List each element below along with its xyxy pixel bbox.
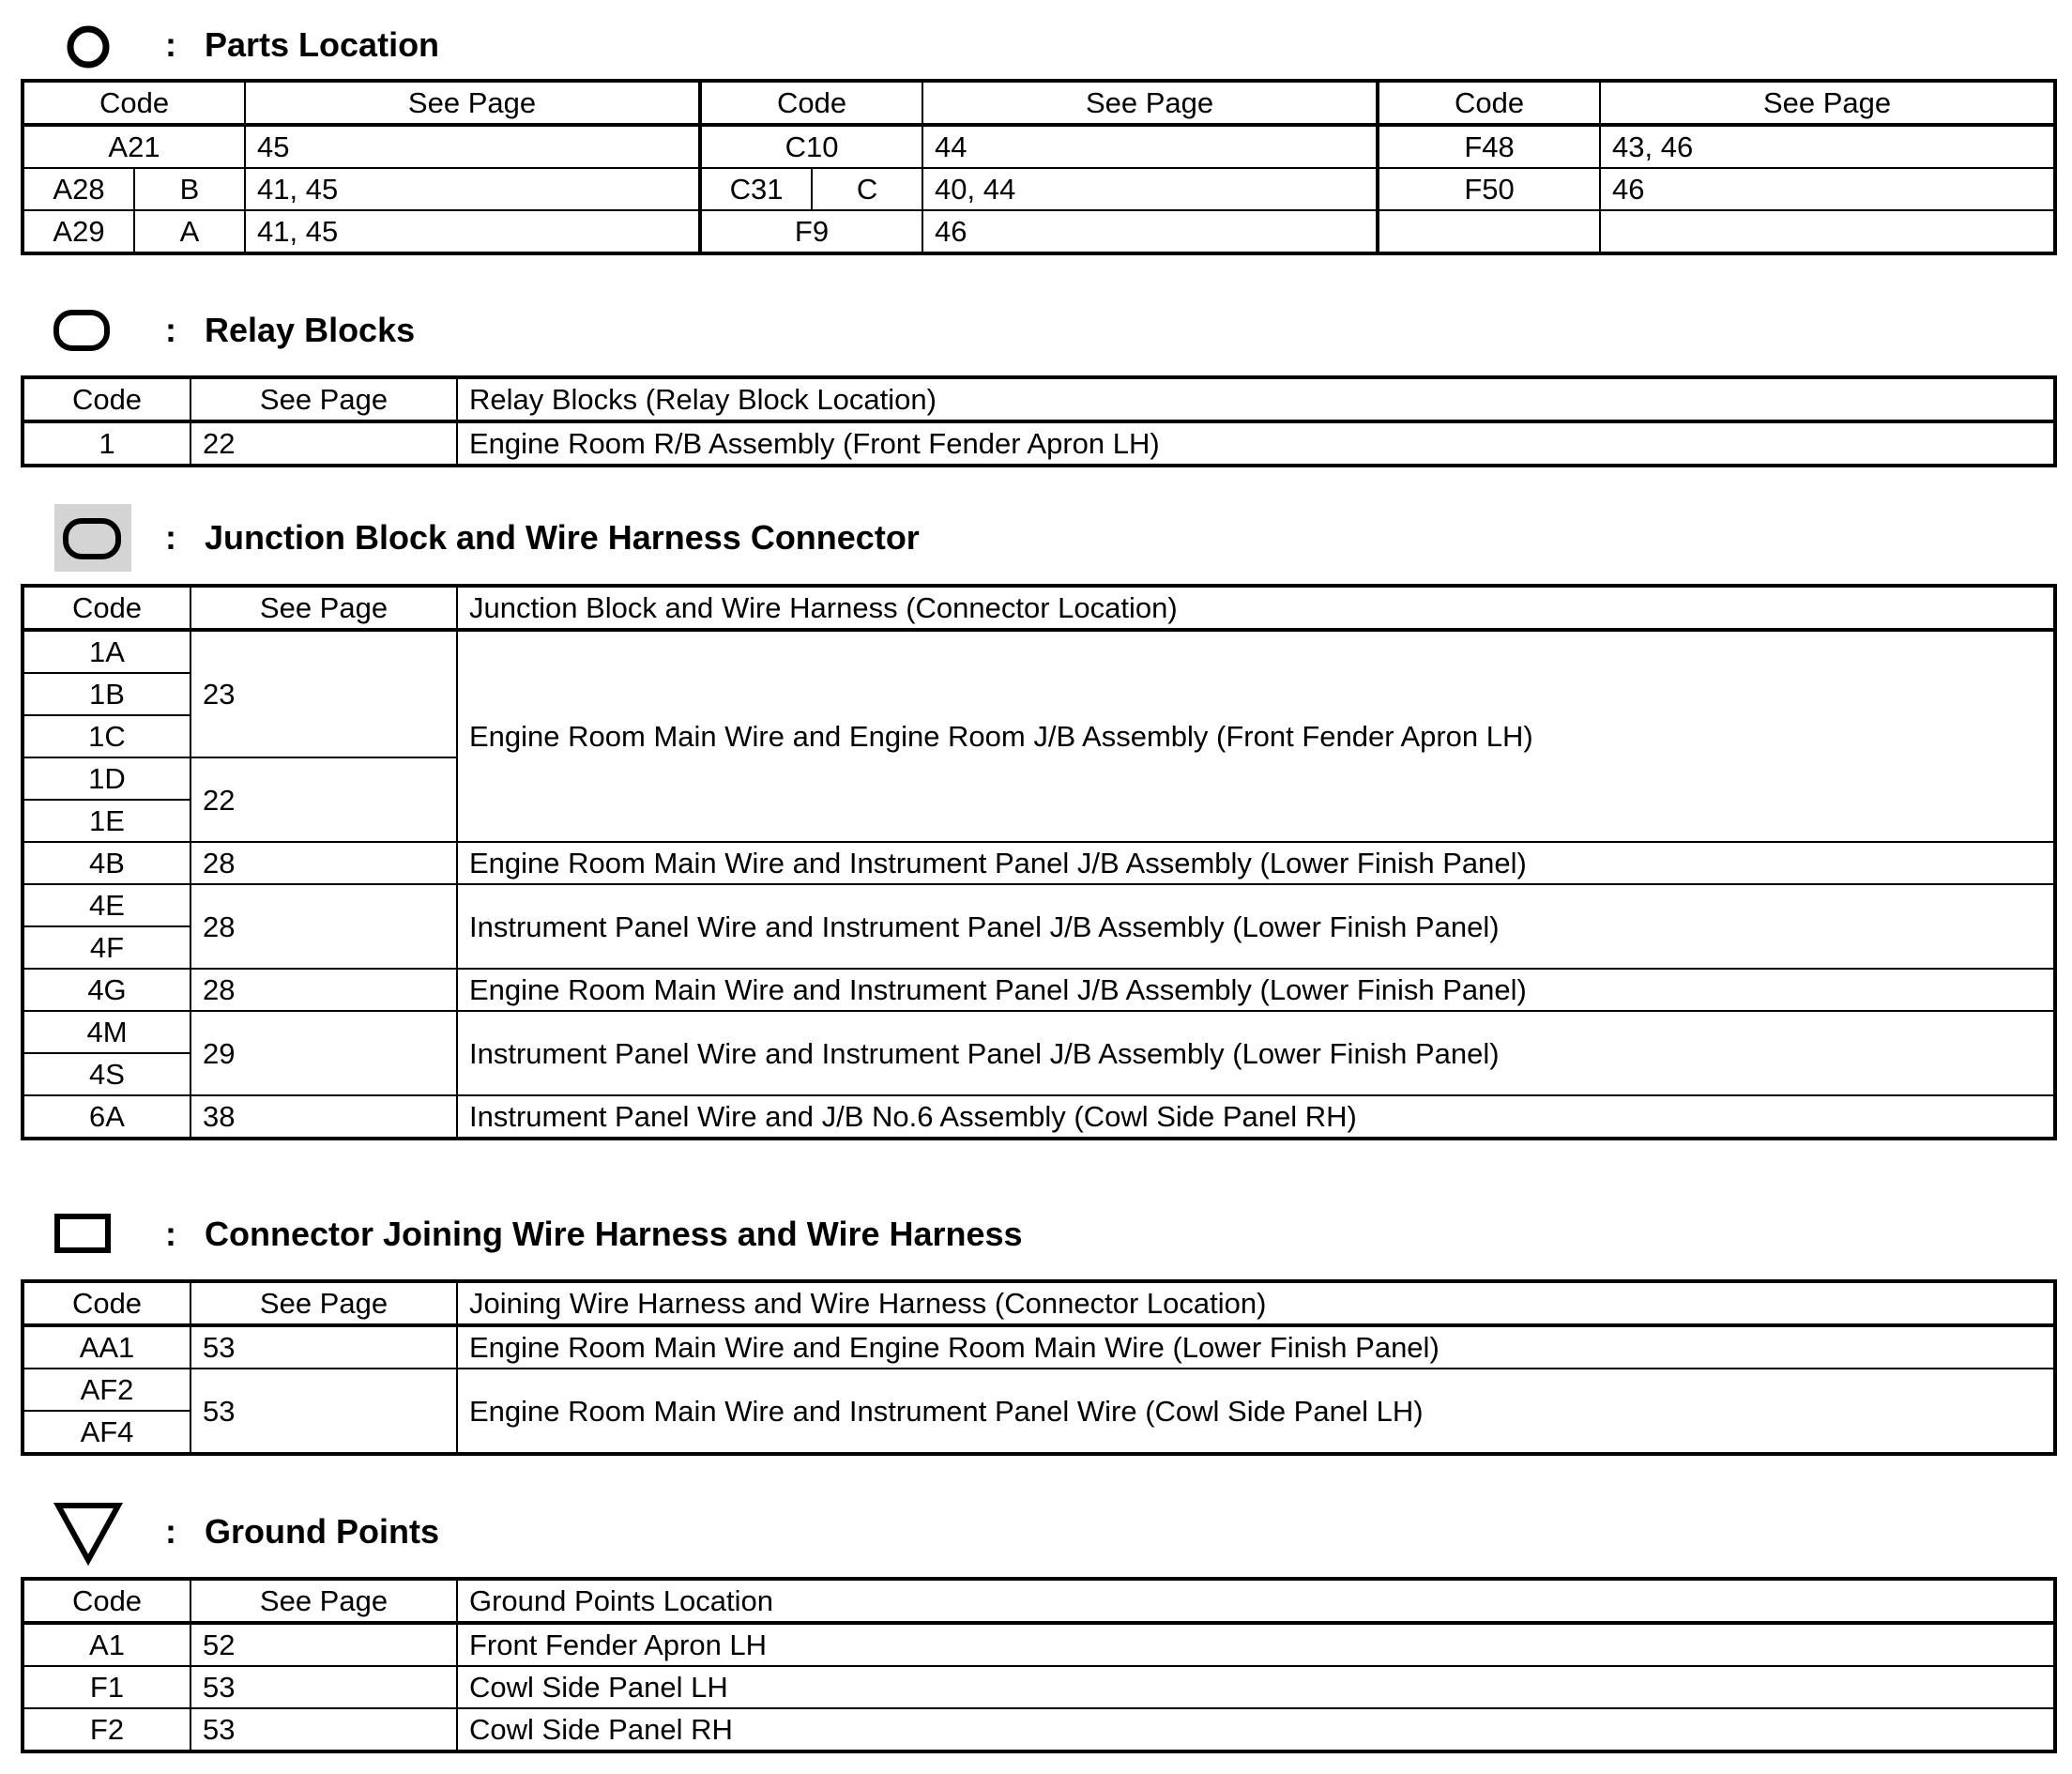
column-header: See Page [1600, 81, 2055, 125]
code-cell: 4F [23, 926, 190, 969]
section-title: Junction Block and Wire Harness Connector [205, 518, 920, 557]
code-cell: 6A [23, 1095, 190, 1139]
code-cell: 1A [23, 630, 190, 673]
section-title: Relay Blocks [205, 311, 416, 349]
column-header: Joining Wire Harness and Wire Harness (Connector Location) [457, 1281, 2055, 1325]
code-cell: F48 [1378, 125, 1600, 168]
connector-joining-header [0, 1201, 1314, 1268]
rectangle-icon [53, 1201, 131, 1268]
table-header-row [23, 81, 2055, 125]
column-header: See Page [922, 81, 1378, 125]
table-row [23, 168, 2055, 210]
section-colon: : [165, 311, 176, 349]
ground-points-table [21, 1577, 2057, 1753]
column-header: Code [23, 1579, 190, 1623]
circle-icon [53, 11, 131, 79]
page-cell: 40, 44 [922, 168, 1378, 210]
page-cell: 45 [245, 125, 700, 168]
code-cell: F1 [23, 1666, 190, 1708]
table-row [23, 884, 2055, 926]
code-cell: AF2 [23, 1369, 190, 1411]
relay-blocks-table [21, 375, 2057, 467]
rounded-rect-icon [53, 297, 131, 364]
parts-location-table [21, 79, 2057, 255]
section-title: Ground Points [205, 1512, 439, 1551]
column-header: Junction Block and Wire Harness (Connector Location) [457, 586, 2055, 630]
table-header-row [23, 377, 2055, 421]
page-cell: 28 [190, 969, 457, 1011]
page-cell: 41, 45 [245, 210, 700, 253]
code-cell: A28 [23, 168, 134, 210]
table-row [23, 1095, 2055, 1139]
location-cell: Engine Room R/B Assembly (Front Fender Apron LH) [457, 421, 2055, 466]
location-cell: Instrument Panel Wire and Instrument Panel J/B Assembly (Lower Finish Panel) [457, 1011, 2055, 1095]
page-cell: 28 [190, 884, 457, 969]
page-cell: 53 [190, 1666, 457, 1708]
code-cell: 1E [23, 800, 190, 842]
page-cell: 38 [190, 1095, 457, 1139]
parts-location-header [0, 11, 1314, 79]
page-cell: 53 [190, 1325, 457, 1369]
page-cell: 43, 46 [1600, 125, 2055, 168]
column-header: See Page [245, 81, 700, 125]
table-row [23, 1011, 2055, 1053]
column-header: Code [23, 1281, 190, 1325]
location-cell: Cowl Side Panel RH [457, 1708, 2055, 1751]
column-header: See Page [190, 586, 457, 630]
section-colon: : [165, 1512, 176, 1551]
section-colon: : [165, 518, 176, 557]
column-header: Code [700, 81, 922, 125]
column-header: See Page [190, 1579, 457, 1623]
junction-block-table [21, 584, 2057, 1140]
table-row [23, 842, 2055, 884]
code-cell: F9 [700, 210, 922, 253]
column-header: Relay Blocks (Relay Block Location) [457, 377, 2055, 421]
code-cell: A29 [23, 210, 134, 253]
section-colon: : [165, 1215, 176, 1253]
page-cell: 46 [922, 210, 1378, 253]
table-row [23, 969, 2055, 1011]
table-row [23, 210, 2055, 253]
code-cell: 1C [23, 715, 190, 757]
table-row [23, 1708, 2055, 1751]
column-header: See Page [190, 1281, 457, 1325]
code-cell: 4S [23, 1053, 190, 1095]
code-cell: 1B [23, 673, 190, 715]
relay-blocks-header [0, 297, 1314, 364]
location-cell: Instrument Panel Wire and J/B No.6 Assembly (Cowl Side Panel RH) [457, 1095, 2055, 1139]
location-cell: Cowl Side Panel LH [457, 1666, 2055, 1708]
page-cell: 44 [922, 125, 1378, 168]
column-header: See Page [190, 377, 457, 421]
page-cell [1600, 210, 2055, 253]
table-header-row [23, 1281, 2055, 1325]
page-cell: 22 [190, 757, 457, 842]
table-header-row [23, 1579, 2055, 1623]
page-cell: 52 [190, 1623, 457, 1666]
location-cell: Instrument Panel Wire and Instrument Panel J/B Assembly (Lower Finish Panel) [457, 884, 2055, 969]
location-cell: Engine Room Main Wire and Instrument Panel J/B Assembly (Lower Finish Panel) [457, 842, 2055, 884]
page-cell: 41, 45 [245, 168, 700, 210]
location-cell: Engine Room Main Wire and Instrument Panel J/B Assembly (Lower Finish Panel) [457, 969, 2055, 1011]
code-cell: C31 [700, 168, 812, 210]
page-cell: 46 [1600, 168, 2055, 210]
page-cell: 53 [190, 1369, 457, 1454]
code-cell: AF4 [23, 1411, 190, 1454]
code-cell: F2 [23, 1708, 190, 1751]
code-cell: 4M [23, 1011, 190, 1053]
column-header: Code [23, 81, 245, 125]
location-cell: Engine Room Main Wire and Engine Room Main Wire (Lower Finish Panel) [457, 1325, 2055, 1369]
code-cell [1378, 210, 1600, 253]
location-cell: Engine Room Main Wire and Engine Room J/B Assembly (Front Fender Apron LH) [457, 630, 2055, 842]
column-header: Code [23, 377, 190, 421]
table-row [23, 125, 2055, 168]
shaded-rounded-rect-icon [53, 504, 131, 572]
page-cell: 29 [190, 1011, 457, 1095]
table-row [23, 1369, 2055, 1411]
code-cell: 4G [23, 969, 190, 1011]
triangle-down-icon [53, 1498, 131, 1566]
page-cell: 53 [190, 1708, 457, 1751]
sub-code-cell: B [134, 168, 245, 210]
column-header: Ground Points Location [457, 1579, 2055, 1623]
connector-joining-table [21, 1279, 2057, 1456]
location-cell: Front Fender Apron LH [457, 1623, 2055, 1666]
table-header-row [23, 586, 2055, 630]
code-cell: 4E [23, 884, 190, 926]
table-row [23, 421, 2055, 466]
page-cell: 23 [190, 630, 457, 757]
column-header: Code [1378, 81, 1600, 125]
code-cell: AA1 [23, 1325, 190, 1369]
section-title: Connector Joining Wire Harness and Wire Harness [205, 1215, 1023, 1253]
code-cell: A21 [23, 125, 245, 168]
sub-code-cell: A [134, 210, 245, 253]
code-cell: F50 [1378, 168, 1600, 210]
table-row [23, 1666, 2055, 1708]
code-cell: A1 [23, 1623, 190, 1666]
code-cell: 4B [23, 842, 190, 884]
table-row [23, 1623, 2055, 1666]
code-cell: C10 [700, 125, 922, 168]
section-title: Parts Location [205, 25, 440, 64]
section-colon: : [165, 25, 176, 64]
code-cell: 1D [23, 757, 190, 800]
table-row [23, 1325, 2055, 1369]
code-cell: 1 [23, 421, 190, 466]
page-cell: 22 [190, 421, 457, 466]
column-header: Code [23, 586, 190, 630]
page-cell: 28 [190, 842, 457, 884]
junction-block-header [0, 504, 1314, 572]
location-cell: Engine Room Main Wire and Instrument Panel Wire (Cowl Side Panel LH) [457, 1369, 2055, 1454]
sub-code-cell: C [812, 168, 922, 210]
table-row [23, 630, 2055, 673]
ground-points-header [0, 1498, 1314, 1566]
